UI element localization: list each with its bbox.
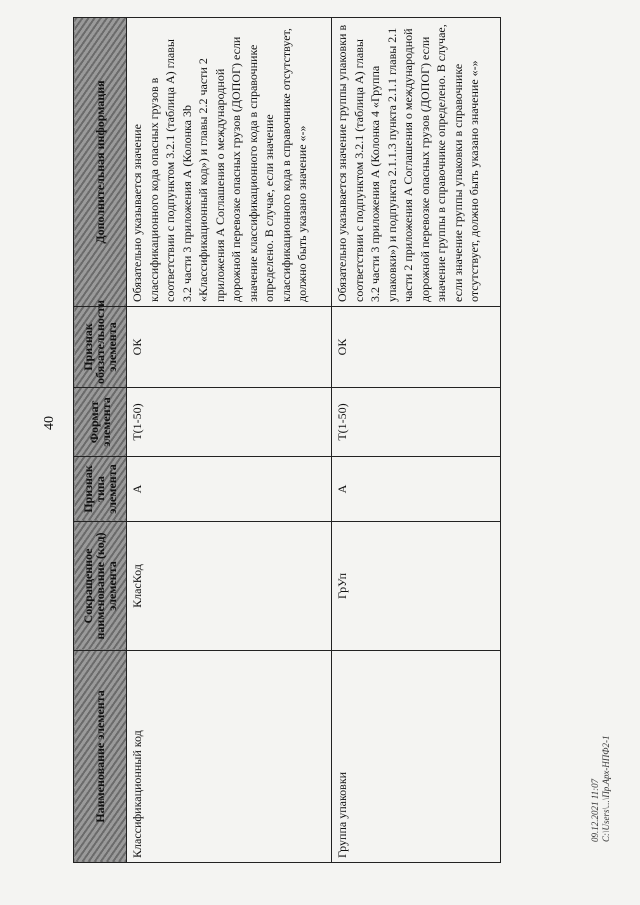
table-row	[127, 18, 332, 863]
cell-additional-info: Обязательно указывается значение группы упаковки в соответствии с подпунктом 3.2.1 (таблица А) главы 3.2 части 3 приложения А (Колонка 4 «Группа упаковки») и подпункта 2.1.1.3 пункта 2.1.1 главы 2.1 части 2 приложения А Соглашения о международной дорожной перевозке опасных грузов (ДОПОГ) если значение группы в справочнике определено. В случае, если значение группы упаковки в справочнике отсутствует, должно быть указано значение «-»	[332, 18, 501, 307]
header-element-type: Признак типа элемента	[74, 457, 127, 522]
footer-stamp	[590, 735, 612, 842]
table-header-row	[74, 18, 127, 863]
cell-element-code: КласКод	[127, 522, 332, 651]
header-additional-info: Дополнительная информация	[74, 18, 127, 307]
header-element-code: Сокращенное наименование (код) элемента	[74, 522, 127, 651]
table-row	[332, 18, 501, 863]
rotated-table-container	[73, 18, 501, 863]
header-element-format: Формат элемента	[74, 388, 127, 457]
footer-timestamp: 09.12.2021 11:07	[590, 778, 600, 842]
cell-element-required: ОК	[332, 307, 501, 388]
element-table	[73, 17, 501, 863]
cell-element-name: Классификационный код	[127, 651, 332, 863]
header-element-name: Наименование элемента	[74, 651, 127, 863]
cell-element-format: Т(1-50)	[332, 388, 501, 457]
page-number: 40	[42, 416, 57, 430]
cell-additional-info: Обязательно указывается значение классификационного кода опасных грузов в соответствии с подпунктом 3.2.1 (таблица А) главы 3.2 части 3 приложения А (Колонка 3b «Классификационный код») и главы 2.2 части 2 приложения А Соглашения о международной дорожной перевозке опасных грузов (ДОПОГ) если значение классификационного кода в справочнике определено. В случае, если значение классификационного кода в справочнике отсутствует, должно быть указано значение «-»	[127, 18, 332, 307]
cell-element-type: А	[127, 457, 332, 522]
cell-element-type: А	[332, 457, 501, 522]
cell-element-format: Т(1-50)	[127, 388, 332, 457]
cell-element-name: Группа упаковки	[332, 651, 501, 863]
cell-element-required: ОК	[127, 307, 332, 388]
cell-element-code: ГрУп	[332, 522, 501, 651]
footer-file-path: C:\Users\...\Пр.Арх-НПФ2-1	[601, 735, 611, 842]
header-element-required: Признак обязательности элемента	[74, 307, 127, 388]
